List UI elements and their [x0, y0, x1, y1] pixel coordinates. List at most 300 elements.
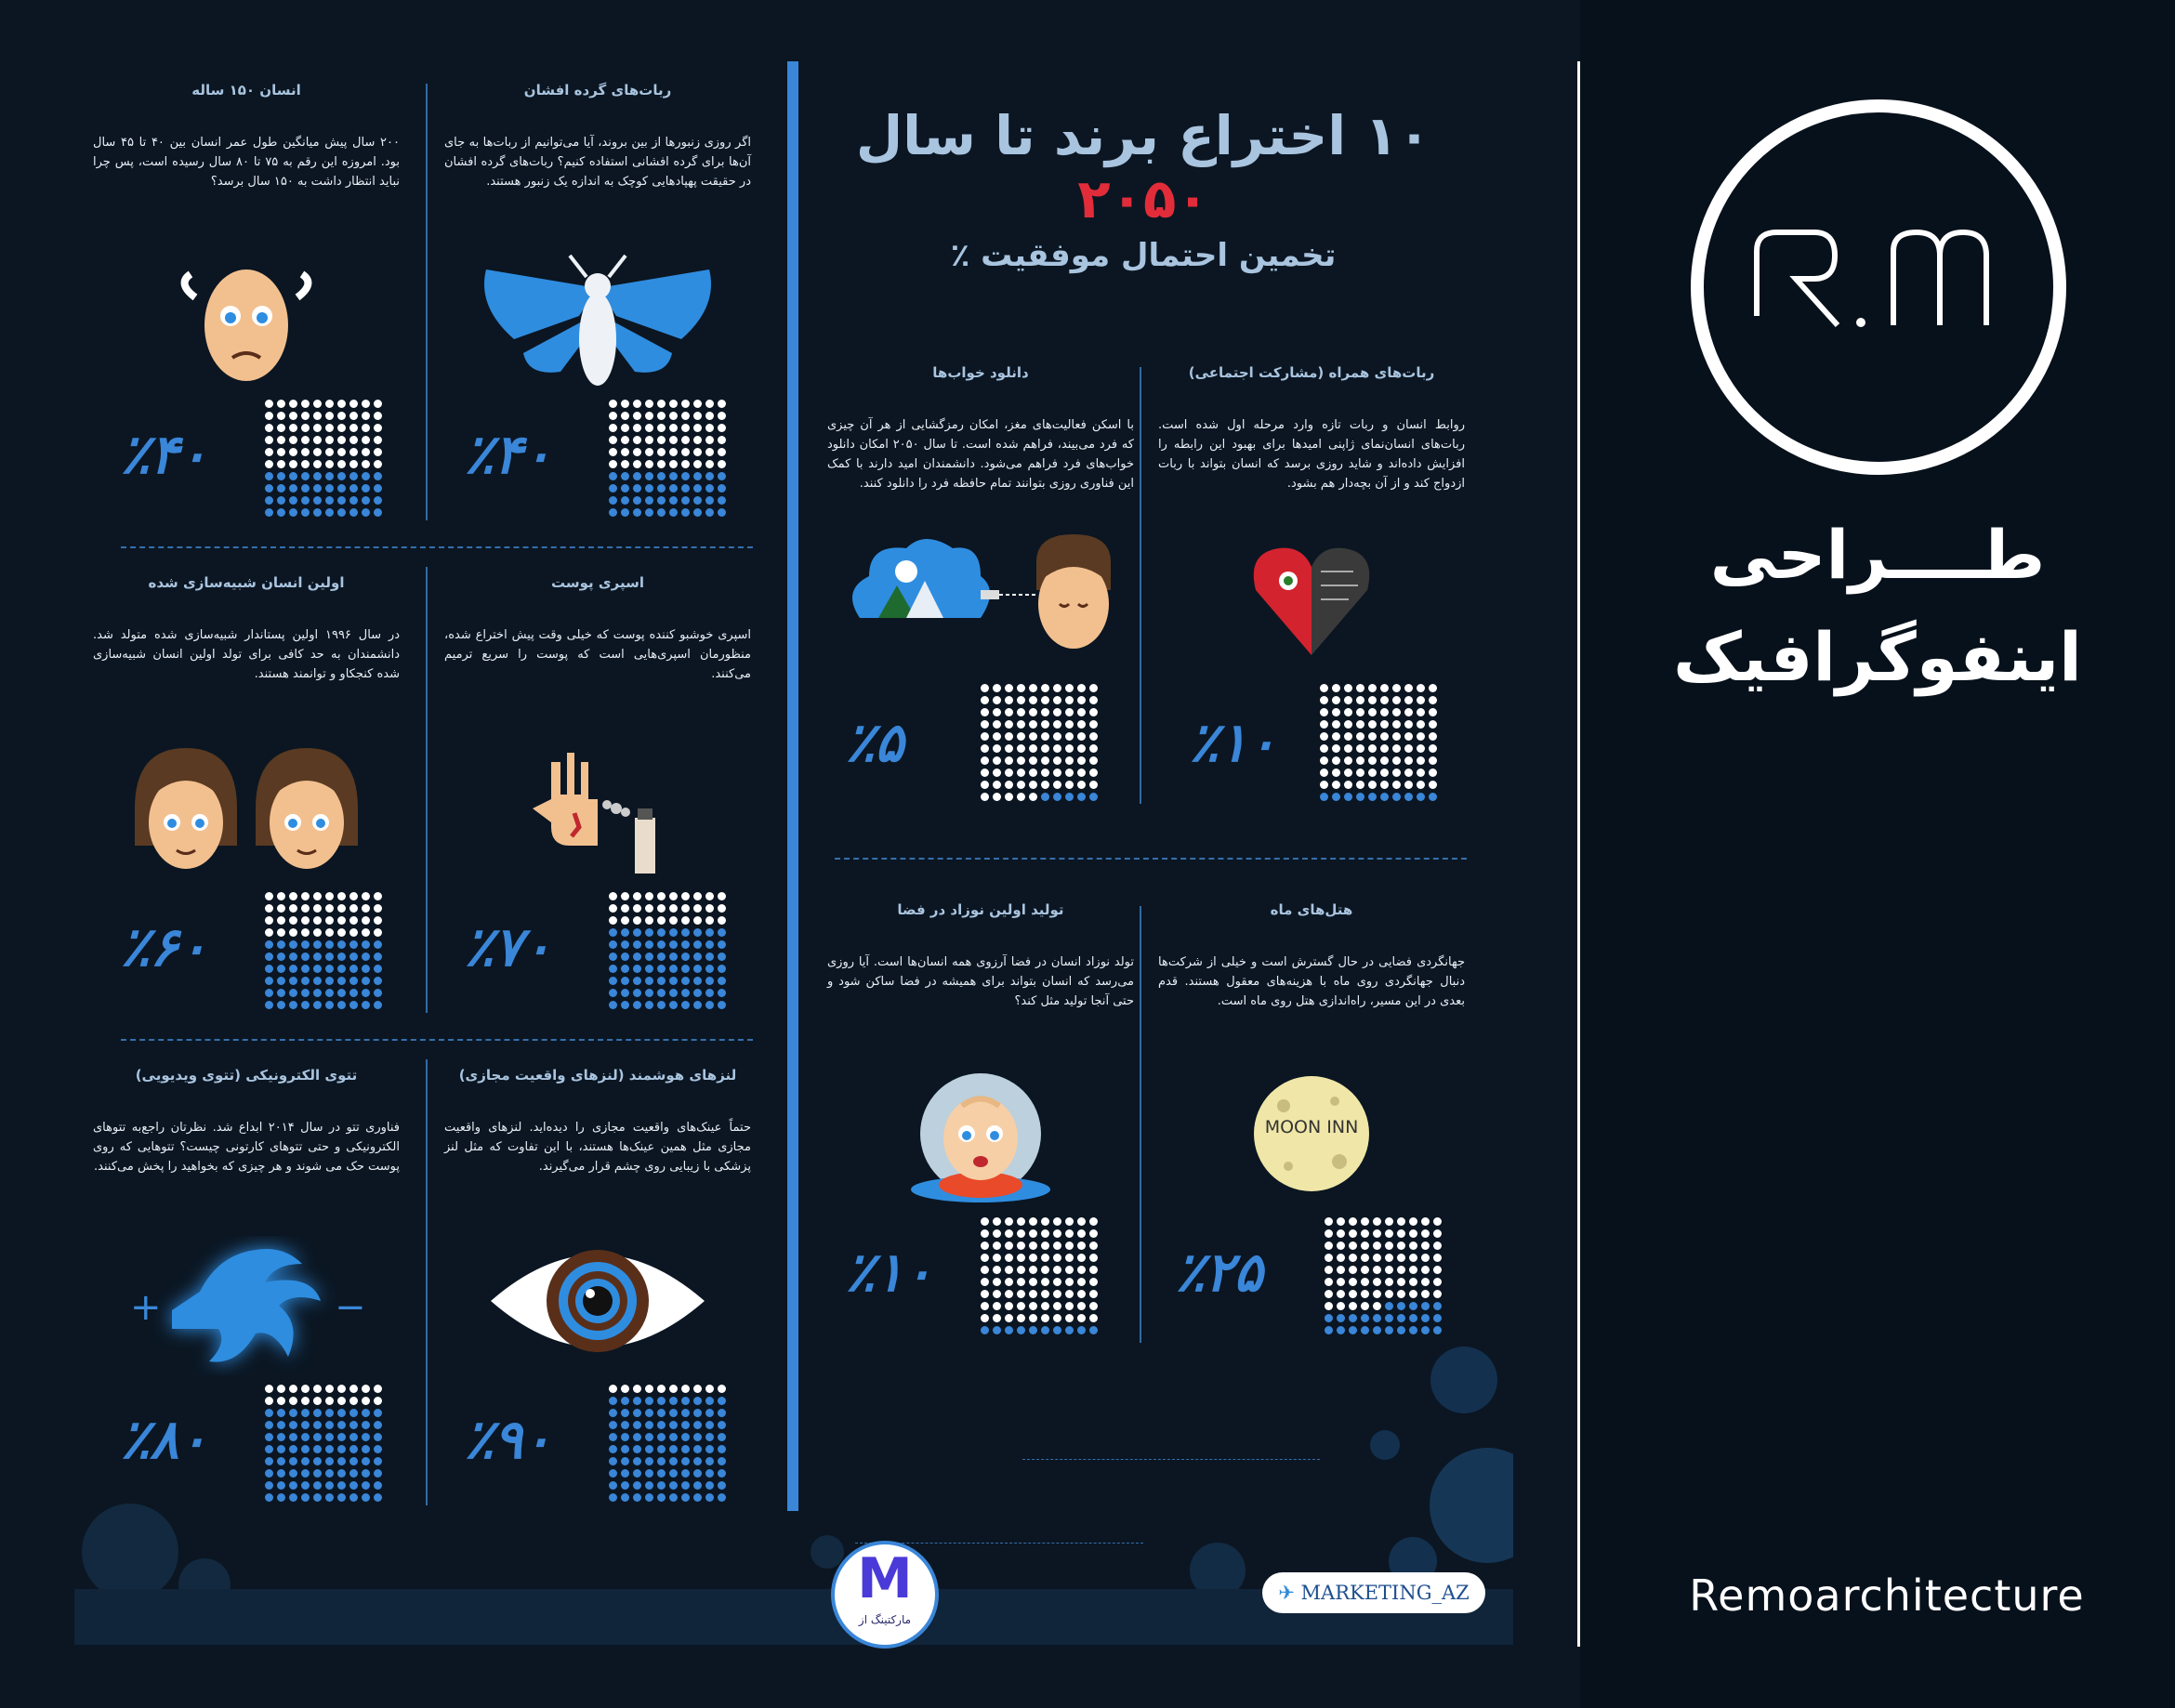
percent-dot [681, 1493, 690, 1502]
percent-dot [374, 1433, 382, 1441]
percent-dot [1077, 781, 1086, 789]
percent-dot [265, 989, 273, 997]
percent-dot [681, 472, 690, 480]
percent-dot [657, 1457, 666, 1465]
percent-dot [1404, 744, 1413, 753]
percent-dot [1356, 684, 1364, 692]
percent-dot [1409, 1217, 1417, 1226]
percent-dot [1089, 720, 1098, 729]
divider-footer [1022, 1459, 1320, 1460]
percent-dot [621, 977, 629, 985]
percent-dot [669, 400, 678, 408]
percent-dot [1325, 1302, 1333, 1310]
percent-dot [1065, 1314, 1074, 1322]
percent-dot [313, 424, 322, 432]
percent-dot [993, 1229, 1001, 1238]
percent-dot [657, 424, 666, 432]
percent-dot [1089, 732, 1098, 741]
percent-dot [1089, 793, 1098, 801]
percent-dot [1409, 1254, 1417, 1262]
percent-dot [645, 940, 653, 949]
percent-dot [657, 989, 666, 997]
percent-dot [337, 1457, 346, 1465]
percent-dot [337, 436, 346, 444]
percent-dot [362, 400, 370, 408]
percent-dot [265, 1409, 273, 1417]
percent-dot [633, 892, 641, 900]
percent-dot [374, 1421, 382, 1429]
percent-dot [645, 989, 653, 997]
telegram-handle[interactable] [1262, 1572, 1485, 1613]
percent-dot [349, 472, 358, 480]
percent-dot [337, 448, 346, 456]
percent-dot [669, 892, 678, 900]
percent-dot [669, 1469, 678, 1478]
percent-dot [705, 448, 714, 456]
percent-dot [1041, 1290, 1049, 1298]
percent-label: ٪۱۰ [1190, 711, 1277, 774]
percent-dot [1433, 1217, 1442, 1226]
percent-dot [681, 1469, 690, 1478]
percent-dot [313, 460, 322, 468]
percent-dot [621, 448, 629, 456]
percent-dot [718, 448, 726, 456]
percent-dot [609, 472, 617, 480]
percent-dot [645, 448, 653, 456]
percent-dot [349, 1385, 358, 1393]
percent-dot [645, 1385, 653, 1393]
percent-dot [705, 412, 714, 420]
percent-dot [1429, 793, 1437, 801]
percent-dot [325, 484, 334, 493]
percent-dot [681, 1457, 690, 1465]
percent-dot [1356, 720, 1364, 729]
percent-dot [705, 1457, 714, 1465]
percent-dot [681, 508, 690, 517]
percent-dot [313, 1409, 322, 1417]
percent-dot [1332, 708, 1340, 716]
percent-dot [289, 1421, 297, 1429]
percent-dot [705, 1385, 714, 1393]
percent-dot [718, 1397, 726, 1405]
percent-dot [301, 496, 310, 505]
percent-dot [1373, 1302, 1381, 1310]
percent-dot [705, 496, 714, 505]
percent-dot [645, 1397, 653, 1405]
percent-dot [1065, 1266, 1074, 1274]
marketing-az-logo-icon: M [857, 1546, 913, 1611]
percent-dot [669, 460, 678, 468]
percent-dot [289, 965, 297, 973]
percent-dot [718, 460, 726, 468]
percent-dot [993, 1302, 1001, 1310]
percent-dot [1017, 1278, 1025, 1286]
percent-dot [337, 965, 346, 973]
percent-dot [1397, 1326, 1405, 1334]
percent-dot [1417, 708, 1425, 716]
percent-dot [718, 953, 726, 961]
percent-dot [705, 436, 714, 444]
percent-dot [374, 436, 382, 444]
percent-dot [1417, 696, 1425, 704]
percent-dot [1017, 1229, 1025, 1238]
percent-dot [645, 965, 653, 973]
percent-dot [993, 720, 1001, 729]
percent-dot [693, 965, 702, 973]
percent-dot [681, 989, 690, 997]
percent-dot [265, 424, 273, 432]
card-description: اسپری خوشبو کننده پوست که خیلی وقت پیش اختراع شده، منظورمان اسپری‌هایی است که پوست را سریع ترمیم می‌کنند. [444, 628, 751, 681]
percent-dot [1077, 708, 1086, 716]
percent-dot [1356, 744, 1364, 753]
percent-dot [313, 1001, 322, 1009]
badge-caption: مارکتینگ از [858, 1613, 912, 1626]
percent-dot [289, 977, 297, 985]
card-description: با اسکن فعالیت‌های مغز، امکان رمزگشایی از هر آن چیزی که فرد می‌بیند، فراهم شده است. تا سال ۲۰۵۰ امکان دانلود خواب‌های فرد فراهم می‌شود. دانشمندان امید دارند با کمک این فناوری روزی بتوانند تمام حافظه فرد را دانلود کنند. [827, 418, 1134, 491]
percent-dot [669, 1385, 678, 1393]
percent-dot [1332, 769, 1340, 777]
percent-dot [374, 508, 382, 517]
divider-row [835, 858, 1467, 860]
percent-dot [301, 940, 310, 949]
percent-dot [621, 940, 629, 949]
percent-dot [1337, 1217, 1345, 1226]
percent-dot [313, 484, 322, 493]
percent-dot [1065, 1229, 1074, 1238]
card-title: تتوی الکترونیکی (تتوی ویدیویی) [135, 1067, 358, 1084]
percent-dot [669, 953, 678, 961]
percent-dot [337, 904, 346, 913]
percent-dot [718, 904, 726, 913]
percent-dot [1361, 1242, 1369, 1250]
percent-dot [1053, 1278, 1061, 1286]
percent-dot [681, 412, 690, 420]
percent-dot [277, 1433, 285, 1441]
percent-dot [374, 400, 382, 408]
percent-dot [718, 965, 726, 973]
divider-left-col [426, 1059, 428, 1505]
percent-dot [645, 1493, 653, 1502]
percent-dot [693, 1433, 702, 1441]
percent-dot [718, 1493, 726, 1502]
percent-dot [718, 1433, 726, 1441]
percent-dot [362, 484, 370, 493]
percent-dot [1325, 1254, 1333, 1262]
percent-dot-grid [265, 1385, 382, 1502]
percent-dot [1337, 1278, 1345, 1286]
percent-dot [609, 1481, 617, 1490]
percent-dot [981, 769, 989, 777]
percent-dot [609, 460, 617, 468]
percent-dot [645, 412, 653, 420]
percent-dot [1368, 708, 1377, 716]
percent-dot [1005, 1326, 1013, 1334]
percent-dot [362, 508, 370, 517]
percent-dot [1429, 708, 1437, 716]
percent-dot [1017, 1302, 1025, 1310]
percent-dot [633, 965, 641, 973]
percent-dot [277, 508, 285, 517]
percent-dot [1344, 756, 1352, 765]
percent-dot [265, 1445, 273, 1453]
percent-dot [325, 1457, 334, 1465]
percent-dot [993, 684, 1001, 692]
percent-dot [325, 928, 334, 937]
percent-dot [1409, 1242, 1417, 1250]
percent-dot [337, 1481, 346, 1490]
percent-dot [621, 1409, 629, 1417]
percent-dot [265, 1397, 273, 1405]
percent-dot [1356, 793, 1364, 801]
percent-label: ٪۷۰ [465, 915, 552, 979]
percent-dot [1433, 1229, 1442, 1238]
percent-dot [374, 472, 382, 480]
percent-dot [1404, 781, 1413, 789]
percent-dot [993, 769, 1001, 777]
percent-dot [621, 1481, 629, 1490]
percent-dot [705, 1469, 714, 1478]
percent-dot [645, 400, 653, 408]
percent-dot [1356, 696, 1364, 704]
percent-dot [1017, 720, 1025, 729]
percent-dot [374, 412, 382, 420]
percent-dot [349, 412, 358, 420]
percent-dot [1421, 1254, 1430, 1262]
percent-dot [657, 1409, 666, 1417]
percent-dot [1409, 1278, 1417, 1286]
percent-dot [645, 977, 653, 985]
percent-dot [277, 400, 285, 408]
percent-dot [349, 989, 358, 997]
percent-dot [349, 904, 358, 913]
percent-dot [265, 1457, 273, 1465]
percent-dot [1368, 696, 1377, 704]
percent-dot [349, 928, 358, 937]
percent-dot [621, 1421, 629, 1429]
divider-row [121, 1039, 753, 1041]
percent-dot [337, 412, 346, 420]
percent-dot [1349, 1254, 1357, 1262]
percent-dot [1017, 1266, 1025, 1274]
percent-dot [362, 953, 370, 961]
percent-dot [1077, 1254, 1086, 1262]
percent-dot [374, 989, 382, 997]
percent-dot [1344, 696, 1352, 704]
percent-dot [1337, 1302, 1345, 1310]
percent-dot [645, 904, 653, 913]
percent-dot [325, 1421, 334, 1429]
percent-dot [993, 1314, 1001, 1322]
percent-dot [265, 892, 273, 900]
percent-dot [265, 916, 273, 925]
percent-dot [1029, 756, 1037, 765]
percent-dot [374, 1457, 382, 1465]
percent-dot [1029, 696, 1037, 704]
percent-dot [1041, 696, 1049, 704]
percent-dot [1089, 1302, 1098, 1310]
percent-dot [1385, 1290, 1393, 1298]
percent-dot [1433, 1290, 1442, 1298]
page-title: ۱۰ اختراع برند تا سال ۲۰۵۰ [855, 104, 1431, 230]
percent-dot [337, 472, 346, 480]
percent-dot [993, 1290, 1001, 1298]
percent-dot [277, 965, 285, 973]
percent-dot [301, 989, 310, 997]
percent-dot [633, 424, 641, 432]
percent-dot [657, 928, 666, 937]
percent-dot [718, 484, 726, 493]
percent-dot [289, 1469, 297, 1478]
percent-dot [1404, 769, 1413, 777]
percent-dot [657, 1481, 666, 1490]
percent-dot [705, 904, 714, 913]
percent-dot [1077, 1278, 1086, 1286]
percent-dot [301, 424, 310, 432]
percent-dot [374, 424, 382, 432]
percent-dot [718, 508, 726, 517]
percent-dot [349, 1457, 358, 1465]
percent-dot [669, 916, 678, 925]
percent-dot [1077, 769, 1086, 777]
percent-dot [362, 989, 370, 997]
percent-dot [657, 448, 666, 456]
percent-dot [289, 508, 297, 517]
percent-dot [349, 460, 358, 468]
percent-dot [265, 484, 273, 493]
percent-dot [325, 1001, 334, 1009]
percent-dot [313, 965, 322, 973]
percent-dot [349, 1433, 358, 1441]
percent-dot [362, 1433, 370, 1441]
percent-dot [362, 977, 370, 985]
percent-dot [1392, 781, 1401, 789]
percent-dot [705, 928, 714, 937]
percent-label: ٪۵ [846, 711, 904, 774]
percent-dot [1089, 1266, 1098, 1274]
percent-dot [1361, 1326, 1369, 1334]
percent-dot [1029, 1326, 1037, 1334]
percent-dot [289, 1457, 297, 1465]
percent-dot [1380, 769, 1389, 777]
percent-dot [277, 989, 285, 997]
percent-dot [1385, 1217, 1393, 1226]
percent-dot [1041, 1254, 1049, 1262]
percent-dot [693, 1493, 702, 1502]
moon-icon [1149, 1069, 1474, 1202]
percent-dot [1077, 793, 1086, 801]
percent-dot [705, 1409, 714, 1417]
percent-dot [1404, 756, 1413, 765]
percent-dot [705, 400, 714, 408]
percent-dot [313, 496, 322, 505]
percent-dot [718, 412, 726, 420]
percent-dot [313, 1457, 322, 1465]
percent-dot [1041, 1266, 1049, 1274]
percent-dot [1361, 1302, 1369, 1310]
percent-dot [705, 965, 714, 973]
percent-dot [609, 436, 617, 444]
percent-dot [1373, 1242, 1381, 1250]
card-description: فناوری تتو در سال ۲۰۱۴ ابداع شد. نظرتان راجع‌به تتوهای الکترونیکی و حتی تتوهای کارتونی چیست؟ تتوهایی که روی پوست حک می شوند و هر چیزی که بخواهید را پخش می‌کنند. [93, 1121, 400, 1174]
percent-dot [362, 1469, 370, 1478]
percent-dot [265, 1469, 273, 1478]
percent-dot [1077, 1217, 1086, 1226]
percent-dot [645, 1469, 653, 1478]
percent-dot [1089, 1290, 1098, 1298]
percent-dot [1385, 1326, 1393, 1334]
percent-dot [1417, 756, 1425, 765]
card-title: ربات‌های گرده افشان [523, 82, 672, 99]
percent-dot [981, 708, 989, 716]
percent-dot [1417, 769, 1425, 777]
percent-dot [718, 1469, 726, 1478]
percent-dot [1421, 1302, 1430, 1310]
card-description: ۲۰۰ سال پیش میانگین طول عمر انسان بین ۴۰ تا ۴۵ سال بود. امروزه این رقم به ۷۵ تا ۸۰ سال رسیده است، پس چرا نباید انتظار داشت به ۱۵۰ سال برسد؟ [93, 136, 401, 189]
percent-dot [265, 460, 273, 468]
percent-dot [669, 412, 678, 420]
percent-dot [289, 1433, 297, 1441]
percent-dot [1053, 1266, 1061, 1274]
percent-dot [657, 484, 666, 493]
robot-heart-icon [1149, 534, 1474, 668]
percent-dot [1041, 1326, 1049, 1334]
page-subtitle: تخمین احتمال موفقیت ٪ [950, 237, 1337, 274]
percent-dot [621, 953, 629, 961]
percent-dot [1005, 744, 1013, 753]
percent-dot [265, 508, 273, 517]
percent-dot [289, 424, 297, 432]
percent-dot [289, 989, 297, 997]
percent-dot [693, 1001, 702, 1009]
percent-dot [693, 904, 702, 913]
percent-dot [1320, 793, 1328, 801]
percent-dot [621, 1001, 629, 1009]
percent-dot [301, 484, 310, 493]
percent-dot [1041, 708, 1049, 716]
percent-dot [1417, 684, 1425, 692]
percent-dot [1397, 1254, 1405, 1262]
percent-dot [609, 904, 617, 913]
percent-dot [609, 1421, 617, 1429]
percent-dot [277, 977, 285, 985]
percent-dot [645, 472, 653, 480]
percent-dot [1380, 732, 1389, 741]
percent-dot [277, 1421, 285, 1429]
percent-dot [325, 953, 334, 961]
percent-dot-grid [265, 892, 382, 1009]
percent-dot [349, 1445, 358, 1453]
percent-dot [362, 460, 370, 468]
percent-dot [265, 904, 273, 913]
svg-text:+: + [130, 1286, 162, 1329]
percent-dot [1029, 1302, 1037, 1310]
percent-dot [1332, 781, 1340, 789]
card-title: اولین انسان شبیه‌سازی شده [148, 574, 345, 591]
percent-dot [657, 953, 666, 961]
percent-dot [1361, 1278, 1369, 1286]
percent-dot [374, 1001, 382, 1009]
percent-dot [349, 940, 358, 949]
percent-dot [657, 400, 666, 408]
percent-dot [1005, 720, 1013, 729]
percent-dot [705, 989, 714, 997]
percent-dot [1404, 684, 1413, 692]
percent-dot [1017, 781, 1025, 789]
percent-dot [325, 1397, 334, 1405]
percent-dot [681, 424, 690, 432]
percent-dot [1433, 1254, 1442, 1262]
marketing-az-badge [831, 1541, 939, 1649]
